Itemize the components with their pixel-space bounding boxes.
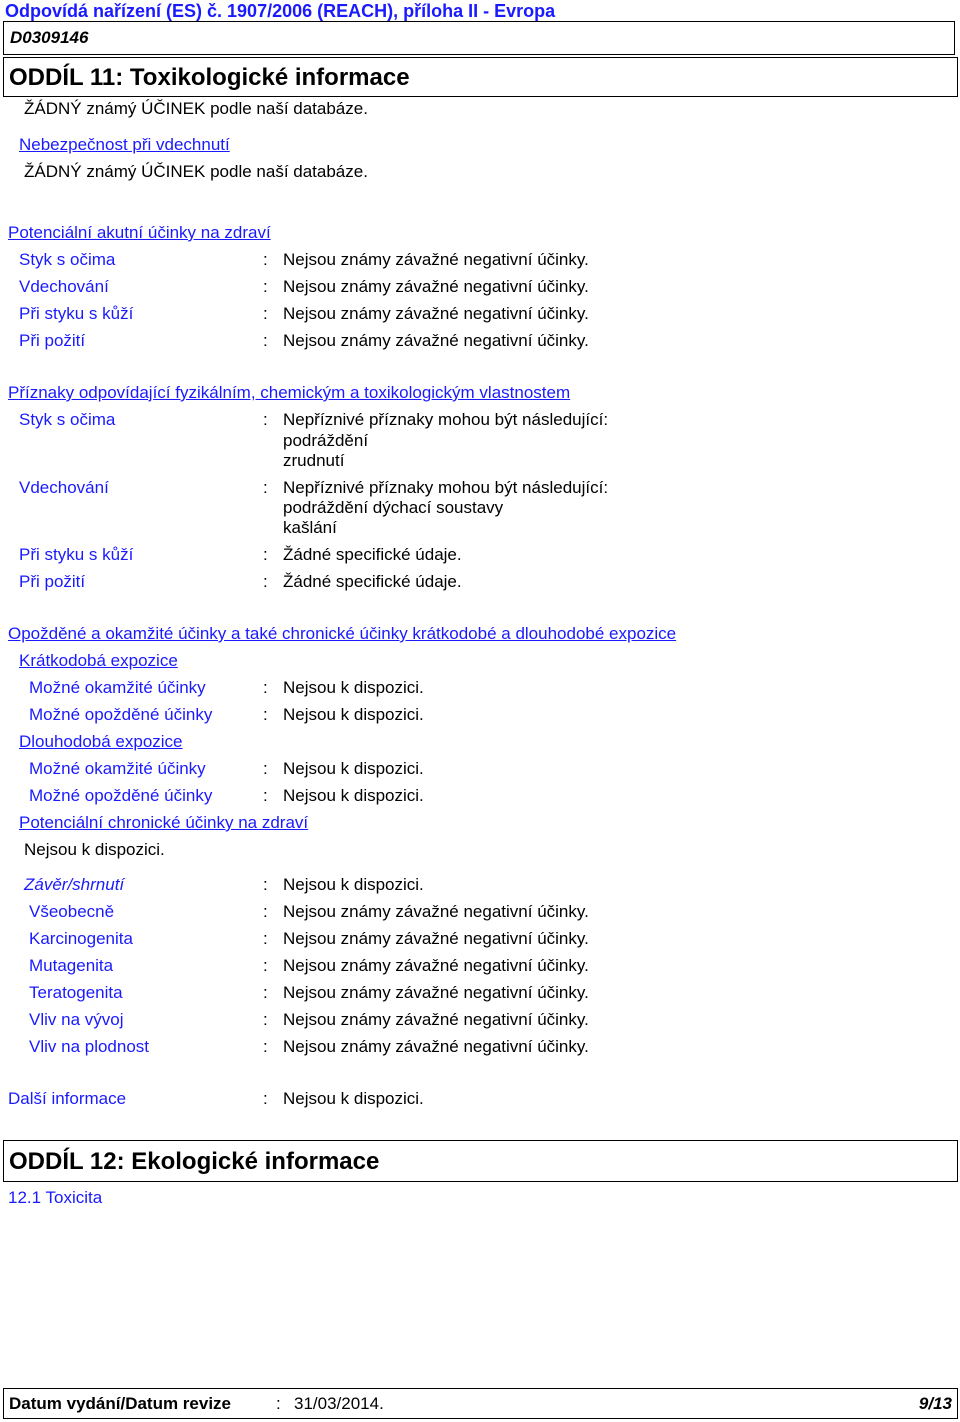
row-value-line: Žádné specifické údaje. xyxy=(283,545,462,564)
row-value: Nejsou k dispozici. xyxy=(283,1089,424,1108)
row-value: Nejsou známy závažné negativní účinky. xyxy=(283,902,589,921)
toxicity-subheading: 12.1 Toxicita xyxy=(8,1188,103,1207)
colon: : xyxy=(263,786,268,805)
colon: : xyxy=(263,304,268,323)
colon: : xyxy=(263,572,268,591)
footer-box xyxy=(3,1388,958,1419)
footer-page-number: 9/13 xyxy=(918,1394,952,1413)
row-label: Karcinogenita xyxy=(29,929,133,948)
short-exposure-heading: Krátkodobá expozice xyxy=(19,651,178,670)
row-value: Nejsou známy závažné negativní účinky. xyxy=(283,277,589,296)
row-label: Styk s očima xyxy=(19,250,116,269)
colon: : xyxy=(263,705,268,724)
row-label: Možné okamžité účinky xyxy=(29,759,206,778)
colon: : xyxy=(263,1037,268,1056)
acute-effects-heading: Potenciální akutní účinky na zdraví xyxy=(8,223,271,242)
row-label: Možné opožděné účinky xyxy=(29,705,213,724)
colon: : xyxy=(263,1010,268,1029)
colon: : xyxy=(263,478,268,497)
colon: : xyxy=(263,410,268,429)
row-label: Vdechování xyxy=(19,277,109,296)
colon: : xyxy=(263,983,268,1002)
colon: : xyxy=(263,277,268,296)
row-label: Další informace xyxy=(8,1089,127,1108)
row-value: Nejsou známy závažné negativní účinky. xyxy=(283,250,589,269)
row-label: Vdechování xyxy=(19,478,109,497)
colon: : xyxy=(263,902,268,921)
colon: : xyxy=(263,875,268,894)
row-label: Mutagenita xyxy=(29,956,114,975)
row-label: Všeobecně xyxy=(29,902,115,921)
doc-id-box xyxy=(3,21,955,55)
section12-header-box xyxy=(3,1140,958,1182)
row-label: Možné okamžité účinky xyxy=(29,678,206,697)
section12-title: ODDÍL 12: Ekologické informace xyxy=(9,1148,380,1175)
no-effect-text: ŽÁDNÝ známý ÚČINEK podle naší databáze. xyxy=(24,99,368,118)
colon: : xyxy=(263,545,268,564)
row-label: Při požití xyxy=(19,572,86,591)
row-label: Styk s očima xyxy=(19,410,116,429)
colon: : xyxy=(263,331,268,350)
row-label: Při požití xyxy=(19,331,86,350)
inhalation-hazard-heading: Nebezpečnost při vdechnutí xyxy=(19,135,230,154)
row-value-line: podráždění xyxy=(283,431,369,450)
row-label: Vliv na plodnost xyxy=(29,1037,150,1056)
section11-header-box xyxy=(3,57,958,97)
row-value-line: kašlání xyxy=(283,518,337,537)
footer-date: 31/03/2014. xyxy=(294,1394,384,1413)
row-value: Nejsou známy závažné negativní účinky. xyxy=(283,304,589,323)
row-label: Teratogenita xyxy=(29,983,123,1002)
row-value-line: zrudnutí xyxy=(283,451,345,470)
chronic-effects-heading: Potenciální chronické účinky na zdraví xyxy=(19,813,309,832)
footer-date-label: Datum vydání/Datum revize xyxy=(9,1394,232,1413)
symptoms-heading: Příznaky odpovídající fyzikálním, chemickým a toxikologickým vlastnostem xyxy=(8,383,571,402)
row-value: Nejsou k dispozici. xyxy=(283,705,424,724)
row-value: Nejsou známy závažné negativní účinky. xyxy=(283,929,589,948)
row-value: Nejsou k dispozici. xyxy=(283,786,424,805)
colon: : xyxy=(263,678,268,697)
row-value: Nejsou k dispozici. xyxy=(283,678,424,697)
long-exposure-heading: Dlouhodobá expozice xyxy=(19,732,183,751)
chronic-effects-value: Nejsou k dispozici. xyxy=(24,840,165,859)
colon: : xyxy=(263,956,268,975)
row-value: Nejsou k dispozici. xyxy=(283,759,424,778)
no-effect-text: ŽÁDNÝ známý ÚČINEK podle naší databáze. xyxy=(24,162,368,181)
row-value-line: Nepříznivé příznaky mohou být následující: xyxy=(283,478,609,497)
row-value: Nejsou známy závažné negativní účinky. xyxy=(283,956,589,975)
colon: : xyxy=(263,759,268,778)
row-label: Vliv na vývoj xyxy=(29,1010,124,1029)
doc-id: D0309146 xyxy=(10,28,89,47)
regulation-header: Odpovídá nařízení (ES) č. 1907/2006 (REACH), příloha II - Evropa xyxy=(5,1,556,21)
row-value: Nejsou známy závažné negativní účinky. xyxy=(283,331,589,350)
colon: : xyxy=(263,1089,268,1108)
row-value-line: Nepříznivé příznaky mohou být následující: xyxy=(283,410,609,429)
row-label: Závěr/shrnutí xyxy=(24,875,125,894)
row-value: Nejsou k dispozici. xyxy=(283,875,424,894)
row-value: Nejsou známy závažné negativní účinky. xyxy=(283,1037,589,1056)
delayed-effects-heading: Opožděné a okamžité účinky a také chronické účinky krátkodobé a dlouhodobé expozice xyxy=(8,624,677,643)
row-value: Nejsou známy závažné negativní účinky. xyxy=(283,983,589,1002)
row-label: Při styku s kůží xyxy=(19,304,134,323)
row-label: Při styku s kůží xyxy=(19,545,134,564)
colon: : xyxy=(263,929,268,948)
row-label: Možné opožděné účinky xyxy=(29,786,213,805)
row-value-line: Žádné specifické údaje. xyxy=(283,572,462,591)
row-value: Nejsou známy závažné negativní účinky. xyxy=(283,1010,589,1029)
footer-colon: : xyxy=(276,1394,281,1413)
colon: : xyxy=(263,250,268,269)
section11-title: ODDÍL 11: Toxikologické informace xyxy=(9,64,410,91)
row-value-line: podráždění dýchací soustavy xyxy=(283,498,504,517)
